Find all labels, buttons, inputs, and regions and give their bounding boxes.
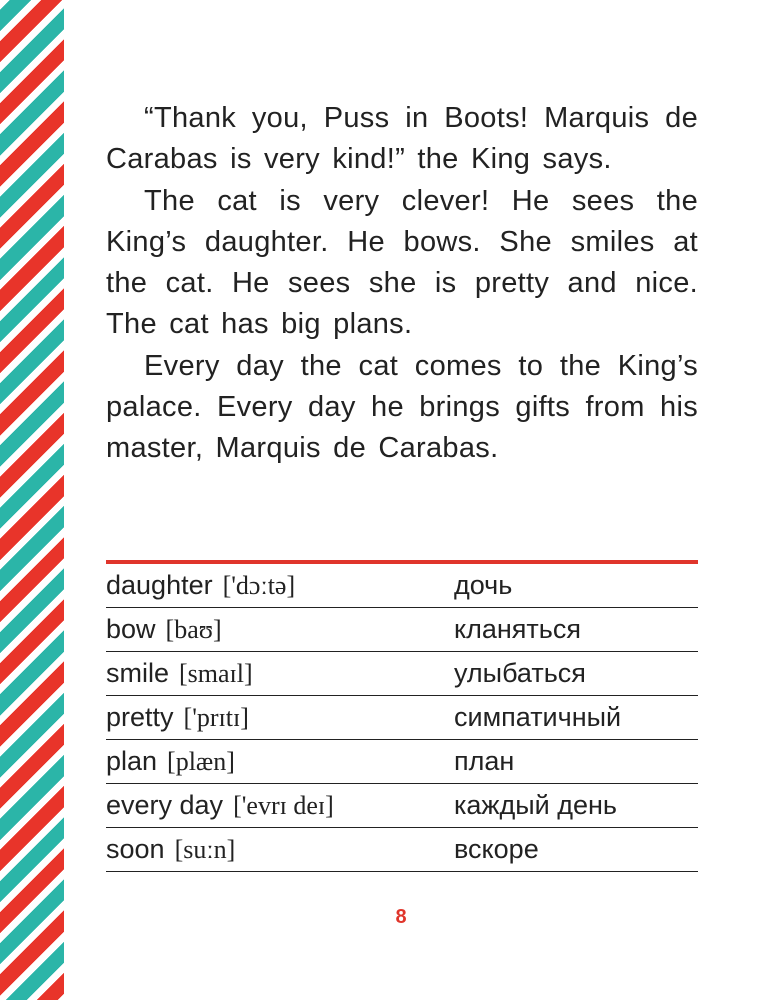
vocab-transcription: [plæn]: [167, 747, 235, 776]
vocab-translation: дочь: [454, 570, 513, 600]
story-paragraph: The cat is very clever! He sees the King’s daughter. He bows. She smiles at the cat. He sees she is pretty and nice. The cat has big plans.: [106, 184, 698, 341]
vocab-word: pretty: [106, 702, 174, 732]
vocab-translation: план: [454, 746, 515, 776]
vocab-transcription: ['evrɪ deɪ]: [233, 791, 334, 820]
vocab-translation: вскоре: [454, 834, 539, 864]
vocab-word-cell: [106, 570, 454, 601]
story-text: [106, 98, 698, 470]
decorative-stripe-border: [0, 0, 64, 1000]
vocab-word-cell: [106, 702, 454, 733]
vocabulary-table: [106, 560, 698, 872]
vocab-transcription: [baʊ]: [165, 615, 222, 644]
vocab-translation: кланяться: [454, 614, 581, 644]
vocab-row: [106, 784, 698, 828]
vocab-row: [106, 608, 698, 652]
vocab-transcription: [smaɪl]: [179, 659, 253, 688]
vocab-transcription: ['prɪtɪ]: [183, 703, 249, 732]
vocab-word-cell: [106, 790, 454, 821]
vocab-word-cell: [106, 746, 454, 777]
vocab-translation: улыбаться: [454, 658, 586, 688]
vocab-row: [106, 740, 698, 784]
vocab-transcription: ['dɔːtə]: [222, 571, 296, 600]
vocab-word-cell: [106, 658, 454, 689]
vocab-word: daughter: [106, 570, 213, 600]
vocab-word: every day: [106, 790, 224, 820]
vocab-row: [106, 652, 698, 696]
vocab-word-cell: [106, 614, 454, 645]
vocab-word-cell: [106, 834, 454, 865]
story-paragraph: “Thank you, Puss in Boots! Marquis de Carabas is very kind!” the King says.: [106, 102, 698, 176]
page-number: 8: [395, 906, 407, 928]
vocab-row: [106, 696, 698, 740]
vocab-word: bow: [106, 614, 156, 644]
vocab-translation: каждый день: [454, 790, 617, 820]
vocab-word: plan: [106, 746, 158, 776]
vocab-translation: симпатичный: [454, 702, 622, 732]
vocab-row: [106, 564, 698, 608]
vocab-word: soon: [106, 834, 165, 864]
vocab-row: [106, 828, 698, 872]
vocab-transcription: [suːn]: [174, 835, 236, 864]
vocab-word: smile: [106, 658, 170, 688]
story-paragraph: Every day the cat comes to the King’s palace. Every day he brings gifts from his master, Marquis de Carabas.: [106, 349, 698, 465]
